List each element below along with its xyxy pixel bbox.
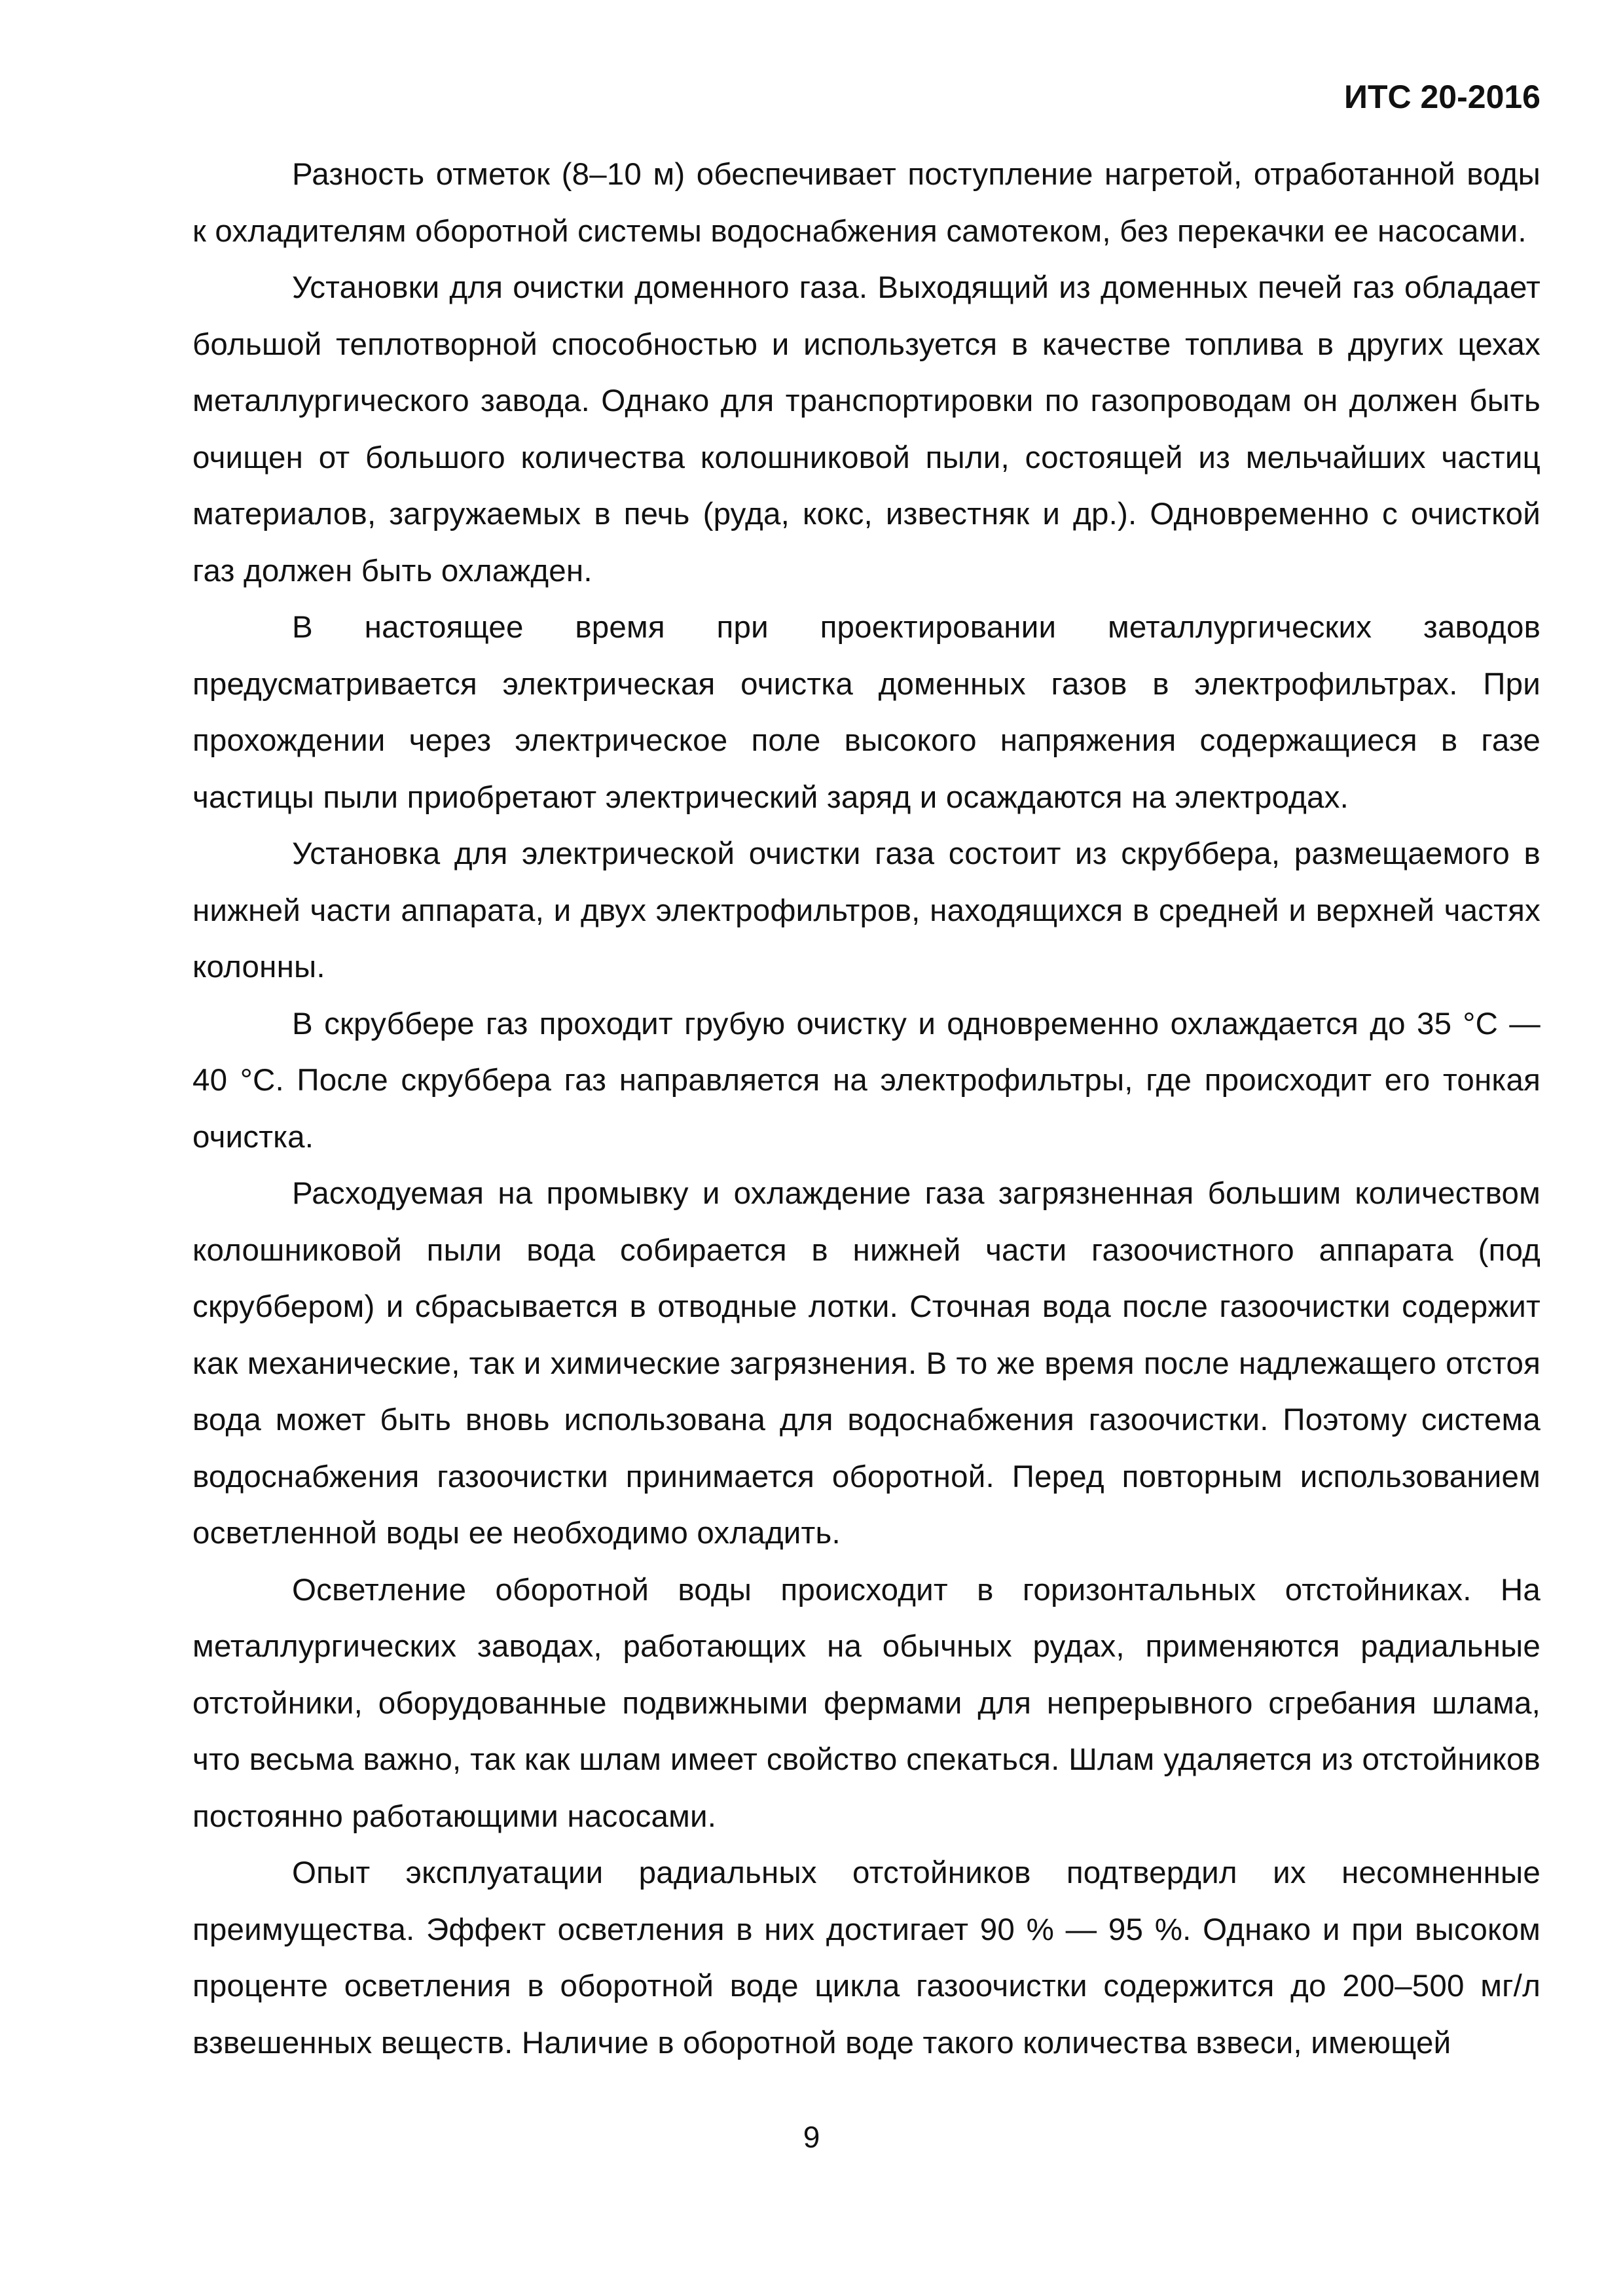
paragraph: Расходуемая на промывку и охлаждение газа загрязненная большим количеством колошниковой пыли вода собирается в нижней части газоочистного аппарата (под скруббером) и сбрасывается в отводные лотки. Сточная вода после газоочистки содержит как механические, так и химические загрязнения. В то же время после надлежащего отстоя вода может быть вновь использована для водоснабжения газоочистки. Поэтому система водоснабжения газоочистки принимается оборотной. Перед повторным использованием осветленной воды ее необходимо охладить.: [192, 1176, 1541, 1551]
paragraph: В настоящее время при проектировании металлургических заводов предусматривается электрическая очистка доменных газов в электрофильтрах. При прохождении через электрическое поле высокого напряжения содержащиеся в газе частицы пыли приобретают электрический заряд и осаждаются на электродах.: [192, 610, 1541, 815]
paragraph: Разность отметок (8–10 м) обеспечивает поступление нагретой, отработанной воды к охладителям оборотной системы водоснабжения самотеком, без перекачки ее насосами.: [192, 157, 1541, 249]
page-number: 9: [803, 2120, 820, 2154]
document-code: ИТС 20-2016: [1344, 79, 1541, 115]
paragraph: Установка для электрической очистки газа состоит из скруббера, размещаемого в нижней части аппарата, и двух электрофильтров, находящихся в средней и верхней частях колонны.: [192, 836, 1541, 984]
body-text: [192, 147, 1541, 2072]
paragraph: Осветление оборотной воды происходит в горизонтальных отстойниках. На металлургических заводах, работающих на обычных рудах, применяются радиальные отстойники, оборудованные подвижными фермами для непрерывного сгребания шлама, что весьма важно, так как шлам имеет свойство спекаться. Шлам удаляется из отстойников постоянно работающими насосами.: [192, 1572, 1541, 1834]
paragraph: В скруббере газ проходит грубую очистку и одновременно охлаждается до 35 °С — 40 °С. После скруббера газ направляется на электрофильтры, где происходит его тонкая очистка.: [192, 1006, 1541, 1155]
paragraph: Опыт эксплуатации радиальных отстойников подтвердил их несомненные преимущества. Эффект осветления в них достигает 90 % — 95 %. Однако и при высоком проценте осветления в оборотной воде цикла газоочистки содержится до 200–500 мг/л взвешенных веществ. Наличие в оборотной воде такого количества взвеси, имеющей: [192, 1856, 1541, 2060]
paragraph: Установки для очистки доменного газа. Выходящий из доменных печей газ обладает большой теплотворной способностью и используется в качестве топлива в других цехах металлургического завода. Однако для транспортировки по газопроводам он должен быть очищен от большого количества колошниковой пыли, состоящей из мельчайших частиц материалов, загружаемых в печь (руда, кокс, известняк и др.). Одновременно с очисткой газ должен быть охлажден.: [192, 270, 1541, 588]
